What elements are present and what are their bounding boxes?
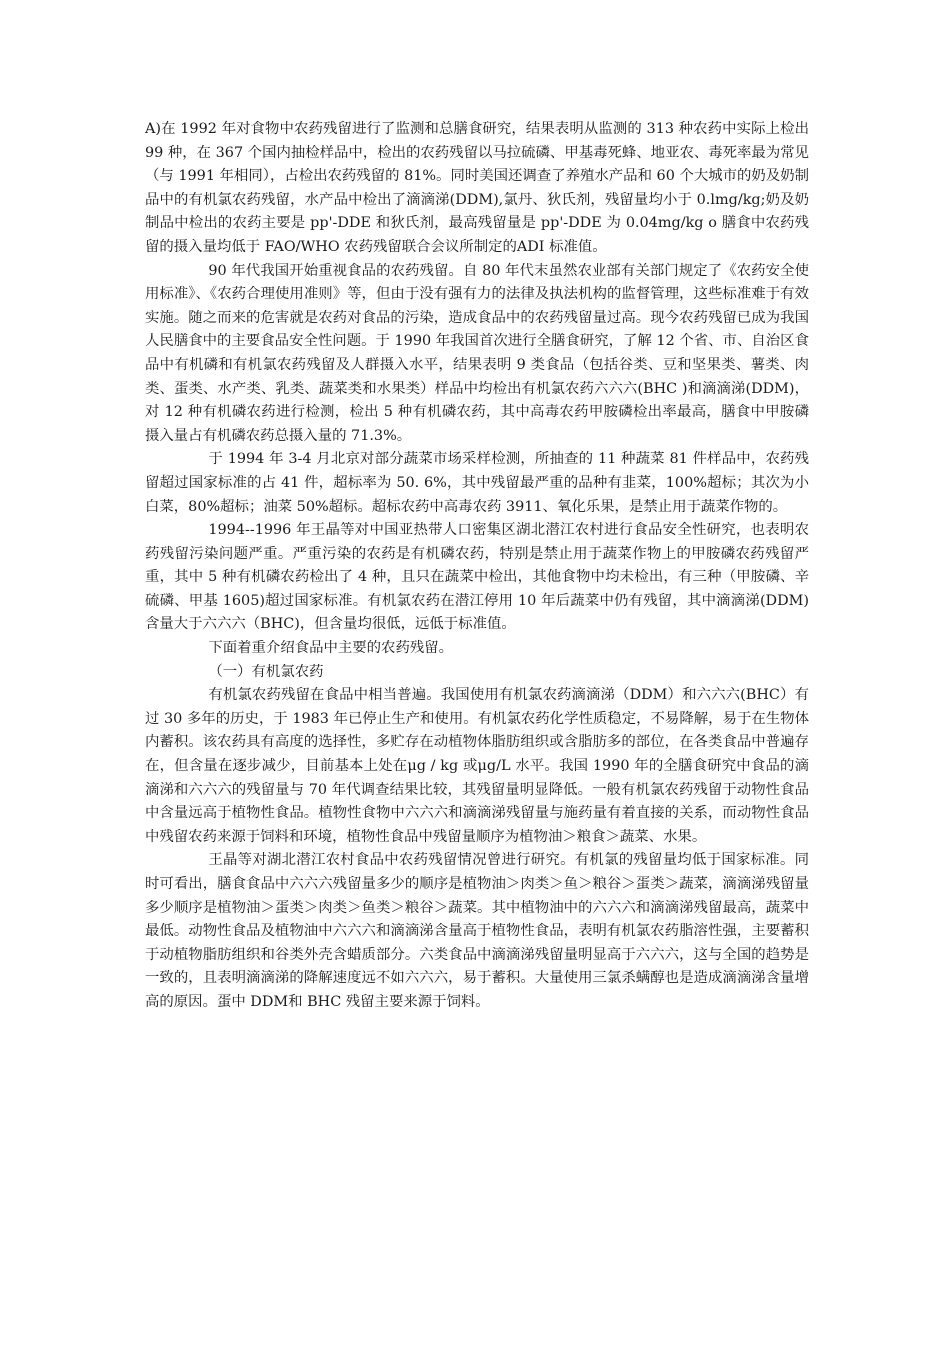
paragraph-7: 王晶等对湖北潜江农村食品中农药残留情况曾进行研究。有机氯的残留量均低于国家标准。同时可看出，膳食食品中六六六残留量多少的顺序是植物油＞肉类＞鱼＞粮谷＞蛋类＞蔬菜，滴滴涕残留量多少顺序是植物油＞蛋类＞肉类＞鱼类＞粮谷＞蔬菜。其中植物油中的六六六和滴滴涕残留最高，蔬菜中最低。动物性食品及植物油中六六六和滴滴涕含量高于植物性食品，表明有机氯农药脂溶性强，主要蓄积于动植物脂肪组织和谷类外壳含蜡质部分。六类食品中滴滴涕残留量明显高于六六六，这与全国的趋势是一致的，且表明滴滴涕的降解速度远不如六六六，易于蓄积。大量使用三氯杀螨醇也是造成滴滴涕含量增高的原因。蛋中 DDM和 BHC 残留主要来源于饲料。	[145, 852, 809, 1010]
paragraph-4: 1994--1996 年王晶等对中国亚热带人口密集区湖北潜江农村进行食品安全性研究，也表明农药残留污染问题严重。严重污染的农药是有机磷农药，特别是禁止用于蔬菜作物上的甲胺磷农药残留严重，其中 5 种有机磷农药检出了 4 种，且只在蔬菜中检出，其他食物中均未检出，有三种（甲胺磷、辛硫磷、甲基 1605)超过国家标准。有机氯农药在潜江停用 10 年后蔬菜中仍有残留，其中滴滴涕(DDM)含量大于六六六（BHC)，但含量均很低，远低于标准值。	[145, 522, 809, 633]
document-body	[145, 118, 809, 1015]
paragraph-1: A)在 1992 年对食物中农药残留进行了监测和总膳食研究，结果表明从监测的 313 种农药中实际上检出 99 种，在 367 个国内抽检样品中，检出的农药残留以马拉硫磷、甲基毒死蜂、地亚农、毒死率最为常见（与 1991 年相同），占检出农药残留的 81%。同时美国还调查了养殖水产品和 60 个大城市的奶及奶制品中的有机氯农药残留，水产品中检出了滴滴涕(DDM),氯丹、狄氏剂，残留量均小于 0.lmg/kg;奶及奶制品中检出的农药主要是 pp'-DDE 和狄氏剂，最高残留量是 pp'-DDE 为 0.04mg/kg o 膳食中农药残留的摄入量均低于 FAO/WHO 农药残留联合会议所制定的ADI 标准值。	[145, 121, 809, 255]
paragraph-5: 下面着重介绍食品中主要的农药残留。	[208, 640, 454, 657]
section-heading-organochlorine: （一）有机氯农药	[208, 663, 324, 680]
paragraph-3: 于 1994 年 3-4 月北京对部分蔬菜市场采样检测，所抽查的 11 种蔬菜 81 件样品中，农药残留超过国家标准的占 41 件，超标率为 50. 6%，其中残留最严重的品种有韭菜，100%超标；其次为小白菜，80%超标；油菜 50%超标。超标农药中高毒农药 3911、氧化乐果，是禁止用于蔬菜作物的。	[145, 451, 809, 515]
paragraph-2: 90 年代我国开始重视食品的农药残留。自 80 年代末虽然农业部有关部门规定了《农药安全使用标准》、《农药合理使用准则》等，但由于没有强有力的法律及执法机构的监督管理，这些标准难于有效实施。随之而来的危害就是农药对食品的污染，造成食品中的农药残留量过高。现今农药残留已成为我国人民膳食中的主要食品安全性问题。于 1990 年我国首次进行全膳食研究，了解 12 个省、市、自治区食品中有机磷和有机氯农药残留及人群摄入水平，结果表明 9 类食品（包括谷类、豆和坚果类、薯类、肉类、蛋类、水产类、乳类、蔬菜类和水果类）样品中均检出有机氯农药六六六(BHC )和滴滴涕(DDM)，对 12 种有机磷农药进行检测，检出 5 种有机磷农药，其中高毒农药甲胺磷检出率最高，膳食中甲胺磷摄入量占有机磷农药总摄入量的 71.3%。	[145, 262, 809, 444]
paragraph-6: 有机氯农药残留在食品中相当普遍。我国使用有机氯农药滴滴涕（DDM）和六六六(BHC）有过 30 多年的历史，于 1983 年已停止生产和使用。有机氯农药化学性质稳定，不易降解，易于在生物体内蓄积。该农药具有高度的选择性，多贮存在动植物体脂肪组织或含脂肪多的部位，在各类食品中普遍存在，但含量在逐步减少，目前基本上处在μg / kg 或μg/L 水平。我国 1990 年的全膳食研究中食品的滴滴涕和六六六的残留量与 70 年代调查结果比较，其残留量明显降低。一般有机氯农药残留于动物性食品中含量远高于植物性食品。植物性食物中六六六和滴滴涕残留量与施药量有着直接的关系，而动物性食品中残留农药来源于饲料和环境，植物性食品中残留量顺序为植物油＞粮食＞蔬菜、水果。	[145, 687, 809, 845]
